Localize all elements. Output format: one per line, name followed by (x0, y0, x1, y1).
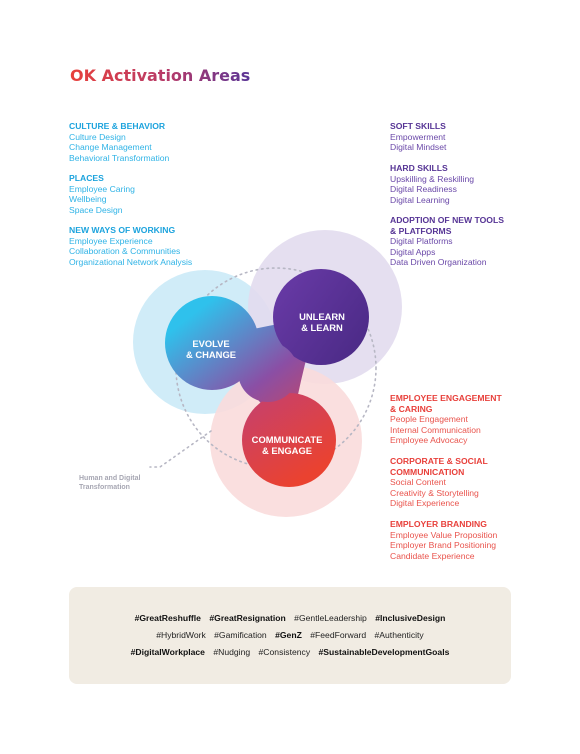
group-item: Digital Learning (390, 194, 450, 205)
group-item: Employee Value Proposition (390, 529, 498, 540)
group-item: Employee Experience (69, 235, 153, 246)
hashtag: #HybridWork (156, 630, 206, 640)
hashtag: #Gamification (214, 630, 267, 640)
evolve-label-line1: EVOLVE (192, 338, 230, 349)
group-item: Digital Experience (390, 498, 460, 509)
communicate-label-line1: COMMUNICATE (251, 434, 323, 445)
label-leader-line (150, 431, 211, 467)
hashtag: #SustainableDevelopmentGoals (318, 647, 450, 657)
group-item: Space Design (69, 204, 123, 215)
group-heading: CORPORATE & SOCIAL (390, 456, 488, 466)
group-heading: HARD SKILLS (390, 163, 448, 173)
hashtag: #GentleLeadership (294, 613, 367, 623)
group-item: Culture Design (69, 131, 126, 142)
hashtag: #Authenticity (374, 630, 424, 640)
hashtag-panel (69, 587, 511, 684)
group-heading: EMPLOYEE ENGAGEMENT (390, 393, 502, 403)
group-item: Empowerment (390, 131, 446, 142)
group-item: Change Management (69, 142, 152, 153)
group-heading: ADOPTION OF NEW TOOLS (390, 215, 504, 225)
group-heading: COMMUNICATION (390, 466, 465, 477)
hashtag-row (69, 630, 511, 640)
group-item: Digital Readiness (390, 184, 457, 195)
communicate-label-line2: & ENGAGE (261, 445, 313, 456)
group-heading: CULTURE & BEHAVIOR (69, 121, 166, 131)
group-item: Digital Platforms (390, 236, 453, 247)
unlearn-label-line1: UNLEARN (299, 311, 345, 322)
evolve-label-line2: & CHANGE (185, 349, 237, 360)
group-item: Social Content (390, 477, 446, 488)
center-label-line1: Human and Digital (79, 475, 141, 482)
group-item: Data Driven Organization (390, 257, 487, 268)
hashtag-row (69, 647, 511, 657)
hashtag: #FeedForward (310, 630, 367, 640)
group-item: People Engagement (390, 414, 468, 425)
group-item: Creativity & Storytelling (390, 487, 479, 498)
group-item: Digital Apps (390, 246, 436, 257)
group-item: Organizational Network Analysis (69, 256, 193, 267)
hashtag: #InclusiveDesign (375, 613, 446, 623)
hashtag: #Consistency (258, 647, 311, 657)
hashtag: #GenZ (275, 630, 302, 640)
group-item: Employer Brand Positioning (390, 540, 497, 551)
hashtag: #GreatReshuffle (134, 613, 201, 623)
group-item: Internal Communication (390, 424, 481, 435)
group-item: Behavioral Transformation (69, 152, 170, 163)
group-item: Employee Caring (69, 183, 135, 194)
group-item: Wellbeing (69, 194, 107, 205)
page-title: OK Activation Areas (70, 66, 251, 85)
group-item: Upskilling & Reskilling (390, 173, 475, 184)
hashtag: #GreatResignation (209, 613, 286, 623)
group-heading: & CARING (390, 403, 433, 414)
group-item: Collaboration & Communities (69, 246, 181, 257)
group-heading: SOFT SKILLS (390, 121, 446, 131)
unlearn-label-line2: & LEARN (301, 322, 343, 333)
group-heading: NEW WAYS OF WORKING (69, 225, 176, 235)
center-label-line2: Transformation (79, 484, 130, 491)
hashtag: #Nudging (213, 647, 251, 657)
group-item: Candidate Experience (390, 550, 475, 561)
group-heading: EMPLOYER BRANDING (390, 519, 487, 529)
group-heading: & PLATFORMS (390, 225, 452, 236)
group-heading: PLACES (69, 173, 104, 183)
hashtag: #DigitalWorkplace (130, 647, 205, 657)
group-item: Digital Mindset (390, 142, 447, 153)
group-item: Employee Advocacy (390, 435, 468, 446)
hashtag-row (69, 613, 511, 623)
center-blend (238, 342, 298, 402)
